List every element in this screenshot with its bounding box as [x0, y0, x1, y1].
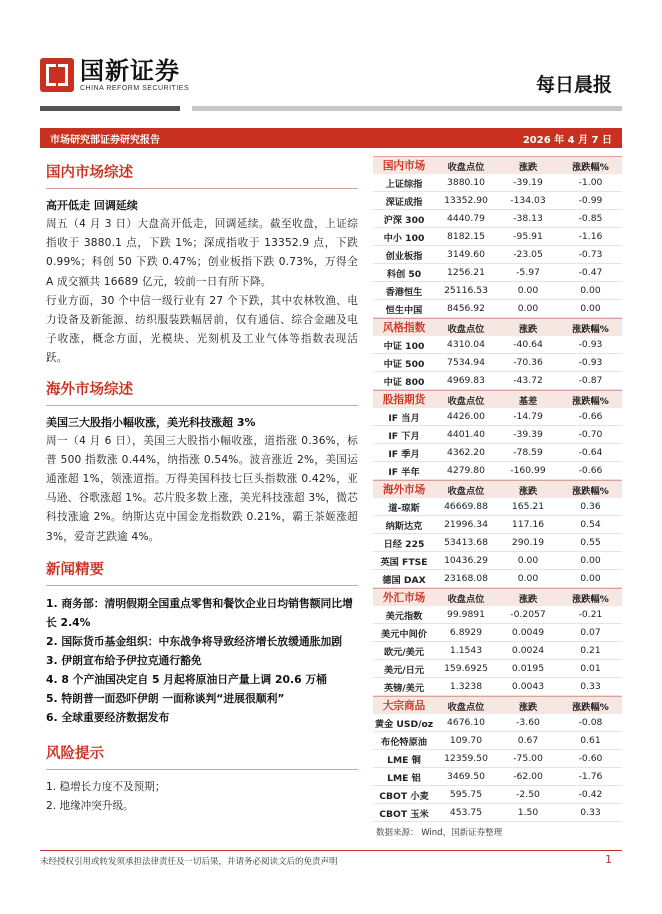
table-cell: -43.72 [513, 375, 543, 386]
table-cell: -0.70 [578, 429, 603, 440]
table-cell: 8182.15 [447, 231, 485, 242]
table-cell: LME 铝 [387, 772, 421, 784]
table-cell: 0.21 [580, 645, 601, 656]
report-date: 2026 年 4 月 7 日 [522, 134, 612, 146]
table-cell: 13352.90 [444, 195, 488, 206]
table-cell: 美元中间价 [381, 628, 427, 640]
domestic-section-title: 国内市场综述 [46, 164, 133, 181]
table-cell: -134.03 [510, 195, 546, 206]
news-item: 4. 8 个产油国决定自 5 月起将原油日产量上调 20.6 万桶 [46, 672, 327, 686]
table-cell: 290.19 [511, 537, 545, 548]
company-logo [40, 58, 189, 92]
table-cell: -0.99 [578, 195, 603, 206]
table-cell: 0.33 [580, 807, 601, 818]
table-cell: -0.2057 [510, 609, 546, 620]
table-row [373, 624, 622, 642]
table-cell: -0.66 [578, 465, 603, 476]
table-cell: 1.1543 [449, 645, 483, 656]
table-header-cell: 涨跌幅% [572, 323, 609, 335]
table-cell: 3149.60 [447, 249, 485, 260]
table-header-cell: 大宗商品 [382, 700, 426, 712]
logo-name-en: CHINA REFORM SECURITIES [80, 85, 190, 92]
table-cell: 黄金 USD/oz [374, 718, 434, 730]
table-cell: 0.07 [580, 627, 601, 638]
table-header-cell: 涨跌 [518, 161, 538, 173]
table-cell: 109.70 [449, 735, 483, 746]
table-row [373, 174, 622, 192]
table-row [373, 336, 622, 354]
table-header-cell: 海外市场 [382, 484, 426, 496]
table-cell: 0.54 [580, 519, 601, 530]
table-cell: -0.08 [578, 717, 603, 728]
table-cell: 0.0195 [511, 663, 545, 674]
header-rule-dark [40, 106, 180, 111]
footer-rule [40, 850, 622, 851]
news-item: 6. 全球重要经济数据发布 [46, 710, 170, 724]
table-cell: CBOT 玉米 [379, 808, 429, 820]
table-cell: -0.21 [578, 609, 603, 620]
table-cell: 0.00 [517, 303, 539, 314]
domestic-paragraph-2: 行业方面，30 个中信一级行业有 27 个下跌，其中农林牧渔、电力设备及新能源、纺织服装跌幅居前，仅有通信、综合金融及电子收涨，概念方面，光模块、光刻机及工业气体等指数表现活跃。 [46, 294, 358, 365]
table-cell: 英镑/美元 [383, 682, 425, 694]
table-cell: -1.16 [578, 231, 603, 242]
table-cell: 0.36 [580, 501, 601, 512]
table-cell: 1.3238 [449, 681, 483, 692]
table-cell: -0.42 [578, 789, 603, 800]
table-header [373, 390, 622, 408]
page-number: 1 [605, 853, 612, 866]
document-title: 每日晨报 [535, 74, 612, 96]
table-header-cell: 收盘点位 [447, 593, 485, 605]
table-header [373, 480, 622, 498]
table-cell: IF 当月 [388, 412, 420, 424]
table-cell: 0.00 [517, 285, 539, 296]
table-row [373, 678, 622, 696]
table-row [373, 552, 622, 570]
header-rule-light [192, 106, 622, 111]
table-cell: 21996.34 [444, 519, 488, 530]
overseas-subtitle: 美国三大股指小幅收涨，美光科技涨超 3% [46, 415, 256, 429]
table-row [373, 732, 622, 750]
table-cell: -1.00 [578, 177, 603, 188]
table-cell: -0.60 [578, 753, 603, 764]
market-table [373, 588, 622, 696]
table-cell: 1256.21 [447, 267, 485, 278]
table-header-cell: 收盘点位 [447, 323, 485, 335]
table-cell: 0.0024 [511, 645, 545, 656]
table-cell: 布伦特原油 [381, 736, 427, 748]
table-cell: -39.39 [513, 429, 543, 440]
table-cell: 0.00 [580, 573, 601, 584]
table-row [373, 534, 622, 552]
table-row [373, 570, 622, 588]
table-cell: 0.00 [580, 555, 601, 566]
report-band [40, 128, 622, 148]
table-cell: 25116.53 [444, 285, 488, 296]
table-cell: -0.87 [578, 375, 603, 386]
table-cell: -0.85 [578, 213, 603, 224]
logo-icon [40, 58, 74, 92]
table-cell: 0.61 [580, 735, 601, 746]
table-row [373, 300, 622, 318]
table-header-cell: 国内市场 [382, 160, 426, 172]
table-header-cell: 涨跌 [518, 485, 538, 497]
table-cell: 159.6925 [444, 663, 488, 674]
table-cell: 4310.04 [447, 339, 485, 350]
table-cell: 53413.68 [444, 537, 488, 548]
table-cell: 英国 FTSE [380, 556, 428, 568]
table-cell: LME 铜 [387, 754, 421, 766]
table-row [373, 192, 622, 210]
market-table [373, 318, 622, 390]
table-cell: -3.60 [516, 717, 540, 728]
table-cell: 4426.00 [447, 411, 485, 422]
table-cell: 欧元/美元 [383, 646, 425, 658]
table-header-cell: 涨跌幅% [572, 593, 609, 605]
table-header-cell: 收盘点位 [447, 395, 485, 407]
table-cell: 10436.29 [444, 555, 488, 566]
table-row [373, 444, 622, 462]
table-header-cell: 收盘点位 [447, 161, 485, 173]
table-cell: 科创 50 [386, 268, 422, 280]
table-cell: -14.79 [513, 411, 543, 422]
table-cell: 深证成指 [385, 196, 423, 208]
news-section-title: 新闻精要 [46, 560, 104, 578]
table-cell: -75.00 [513, 753, 543, 764]
table-row [373, 606, 622, 624]
table-cell: 纳斯达克 [385, 520, 423, 532]
section-divider [46, 405, 358, 406]
table-cell: 4969.83 [447, 375, 485, 386]
table-cell: 创业板指 [385, 250, 423, 262]
table-cell: IF 半年 [388, 466, 420, 478]
table-header [373, 156, 622, 174]
table-cell: 7534.94 [447, 357, 485, 368]
table-cell: 23168.08 [444, 573, 488, 584]
table-cell: 453.75 [449, 807, 483, 818]
table-header [373, 696, 622, 714]
table-header-cell: 收盘点位 [447, 485, 485, 497]
table-row [373, 372, 622, 390]
table-cell: CBOT 小麦 [379, 790, 429, 802]
table-header-cell: 收盘点位 [447, 701, 485, 713]
table-row [373, 750, 622, 768]
news-item: 5. 特朗普一面恐吓伊朗 一面称谈判“进展很顺利” [46, 691, 285, 705]
table-cell: 中证 500 [383, 358, 425, 370]
table-cell: 0.0043 [511, 681, 545, 692]
table-row [373, 408, 622, 426]
table-row [373, 516, 622, 534]
table-row [373, 804, 622, 822]
table-cell: 3880.10 [447, 177, 485, 188]
risk-section-title: 风险提示 [46, 744, 104, 762]
table-header-cell: 基差 [518, 395, 538, 407]
table-row [373, 714, 622, 732]
table-cell: 165.21 [511, 501, 545, 512]
table-cell: -160.99 [510, 465, 546, 476]
table-cell: 中证 100 [383, 340, 425, 352]
table-cell: 中小 100 [383, 232, 425, 244]
table-cell: -40.64 [513, 339, 543, 350]
overseas-section-title: 海外市场综述 [46, 380, 133, 398]
table-cell: -39.19 [513, 177, 543, 188]
table-row [373, 354, 622, 372]
table-header-cell: 涨跌 [518, 593, 538, 605]
table-cell: 美元指数 [385, 610, 423, 622]
table-cell: IF 下月 [388, 430, 420, 442]
table-cell: -78.59 [513, 447, 543, 458]
table-header-cell: 涨跌幅% [572, 701, 609, 713]
table-cell: 沪深 300 [383, 214, 425, 226]
table-cell: -62.00 [513, 771, 543, 782]
market-table [373, 696, 622, 822]
market-table [373, 480, 622, 588]
market-data-tables [373, 156, 622, 838]
table-header-cell: 涨跌 [518, 701, 538, 713]
table-cell: -0.73 [578, 249, 603, 260]
section-divider [46, 188, 358, 189]
table-cell: 0.67 [517, 735, 539, 746]
news-list [46, 594, 358, 727]
table-cell: 恒生中国 [385, 304, 423, 316]
data-source-note: 数据来源： Wind，国新证券整理 [376, 828, 503, 838]
table-row [373, 246, 622, 264]
report-type: 市场研究部证券研究报告 [50, 134, 160, 146]
table-cell: -95.91 [513, 231, 543, 242]
table-cell: 3469.50 [447, 771, 485, 782]
table-row [373, 462, 622, 480]
table-cell: -2.50 [516, 789, 540, 800]
table-header-cell: 外汇市场 [382, 592, 426, 604]
table-cell: -70.36 [513, 357, 543, 368]
section-divider [46, 585, 358, 586]
table-cell: 0.00 [517, 573, 539, 584]
table-cell: 上证综指 [385, 178, 423, 190]
table-cell: 德国 DAX [382, 574, 426, 586]
section-divider [46, 769, 358, 770]
table-header [373, 318, 622, 336]
table-cell: -0.93 [578, 357, 603, 368]
news-item: 2. 国际货币基金组织：中东战争将导致经济增长放缓通胀加剧 [46, 634, 343, 648]
table-row [373, 228, 622, 246]
news-item: 3. 伊朗宣布给予伊拉克通行豁免 [46, 653, 202, 667]
table-cell: 4279.80 [447, 465, 485, 476]
table-cell: 99.9891 [447, 609, 485, 620]
left-column [46, 162, 358, 816]
table-row [373, 264, 622, 282]
table-header-cell: 涨跌幅% [572, 161, 609, 173]
table-cell: 美元/日元 [383, 664, 425, 676]
table-cell: 0.55 [580, 537, 601, 548]
table-row [373, 210, 622, 228]
table-cell: -0.93 [578, 339, 603, 350]
table-row [373, 660, 622, 678]
table-cell: 4401.40 [447, 429, 485, 440]
table-header-cell: 股指期货 [382, 394, 426, 406]
domestic-paragraph-1: 周五（4 月 3 日）大盘高开低走，回调延续。截至收盘，上证综指收于 3880.1 点，下跌 1%；深成指收于 13352.9 点，下跌 0.99%；科创 50 下跌 0.47%；创业板指下跌 0.73%，万得全 A 成交额共 16689 亿元，较前一日有所下降。 [46, 218, 358, 288]
table-header-cell: 涨跌 [518, 323, 538, 335]
table-cell: 中证 800 [383, 376, 425, 388]
table-cell: -0.64 [578, 447, 603, 458]
table-cell: 4362.20 [447, 447, 485, 458]
table-header-cell: 涨跌幅% [572, 395, 609, 407]
table-cell: -23.05 [513, 249, 543, 260]
table-cell: 0.01 [580, 663, 601, 674]
table-cell: 117.16 [511, 519, 545, 530]
table-row [373, 498, 622, 516]
table-cell: 12359.50 [444, 753, 488, 764]
table-cell: 1.50 [517, 807, 539, 818]
table-cell: 4676.10 [447, 717, 485, 728]
table-cell: 0.00 [517, 555, 539, 566]
table-row [373, 426, 622, 444]
risk-item: 2. 地缘冲突升级。 [46, 799, 134, 812]
table-cell: 46669.88 [444, 501, 488, 512]
table-cell: 日经 225 [383, 538, 425, 550]
table-cell: IF 季月 [388, 448, 420, 460]
table-cell: 0.00 [580, 303, 601, 314]
risk-item: 1. 稳增长力度不及预期； [46, 780, 166, 793]
table-row [373, 642, 622, 660]
table-row [373, 786, 622, 804]
table-cell: 0.0049 [511, 627, 545, 638]
table-row [373, 282, 622, 300]
table-cell: 8456.92 [447, 303, 485, 314]
table-cell: 0.00 [580, 285, 601, 296]
table-header-cell: 涨跌幅% [572, 485, 609, 497]
table-cell: 道-琼斯 [388, 502, 420, 514]
table-cell: -5.97 [516, 267, 540, 278]
footer-disclaimer: 未经授权引用或转发须承担法律责任及一切后果，并请务必阅读文后的免责声明 [40, 857, 338, 867]
domestic-subtitle: 高开低走 回调延续 [46, 199, 138, 212]
table-header [373, 588, 622, 606]
table-cell: 595.75 [449, 789, 483, 800]
table-cell: 0.33 [580, 681, 601, 692]
news-item: 1. 商务部：清明假期全国重点零售和餐饮企业日均销售额同比增长 2.4% [46, 596, 353, 629]
overseas-paragraph: 周一（4 月 6 日），美国三大股指小幅收涨，道指涨 0.36%，标普 500 指数涨 0.44%，纳指涨 0.54%。波音涨近 2%，美国运通涨超 1%，领涨道指。万得美国科技七巨头指数涨 0.42%，亚马逊、谷歌涨超 1%。芯片股多数上涨，美光科技涨超 3%，微芯科技涨逾 2%。纳斯达克中国金龙指数跌 0.21%，霸王茶姬涨超 3%，爱奇艺跌逾 4%。 [46, 434, 358, 543]
table-cell: 4440.79 [447, 213, 485, 224]
table-cell: -0.66 [578, 411, 603, 422]
logo-name-cn: 国新证券 [80, 57, 180, 85]
table-row [373, 768, 622, 786]
table-cell: 香港恒生 [385, 286, 423, 298]
table-cell: -1.76 [578, 771, 603, 782]
market-table [373, 390, 622, 480]
market-table [373, 156, 622, 318]
table-cell: 6.8929 [449, 627, 483, 638]
table-header-cell: 风格指数 [382, 322, 426, 334]
table-cell: -0.47 [578, 267, 603, 278]
table-cell: -38.13 [513, 213, 543, 224]
